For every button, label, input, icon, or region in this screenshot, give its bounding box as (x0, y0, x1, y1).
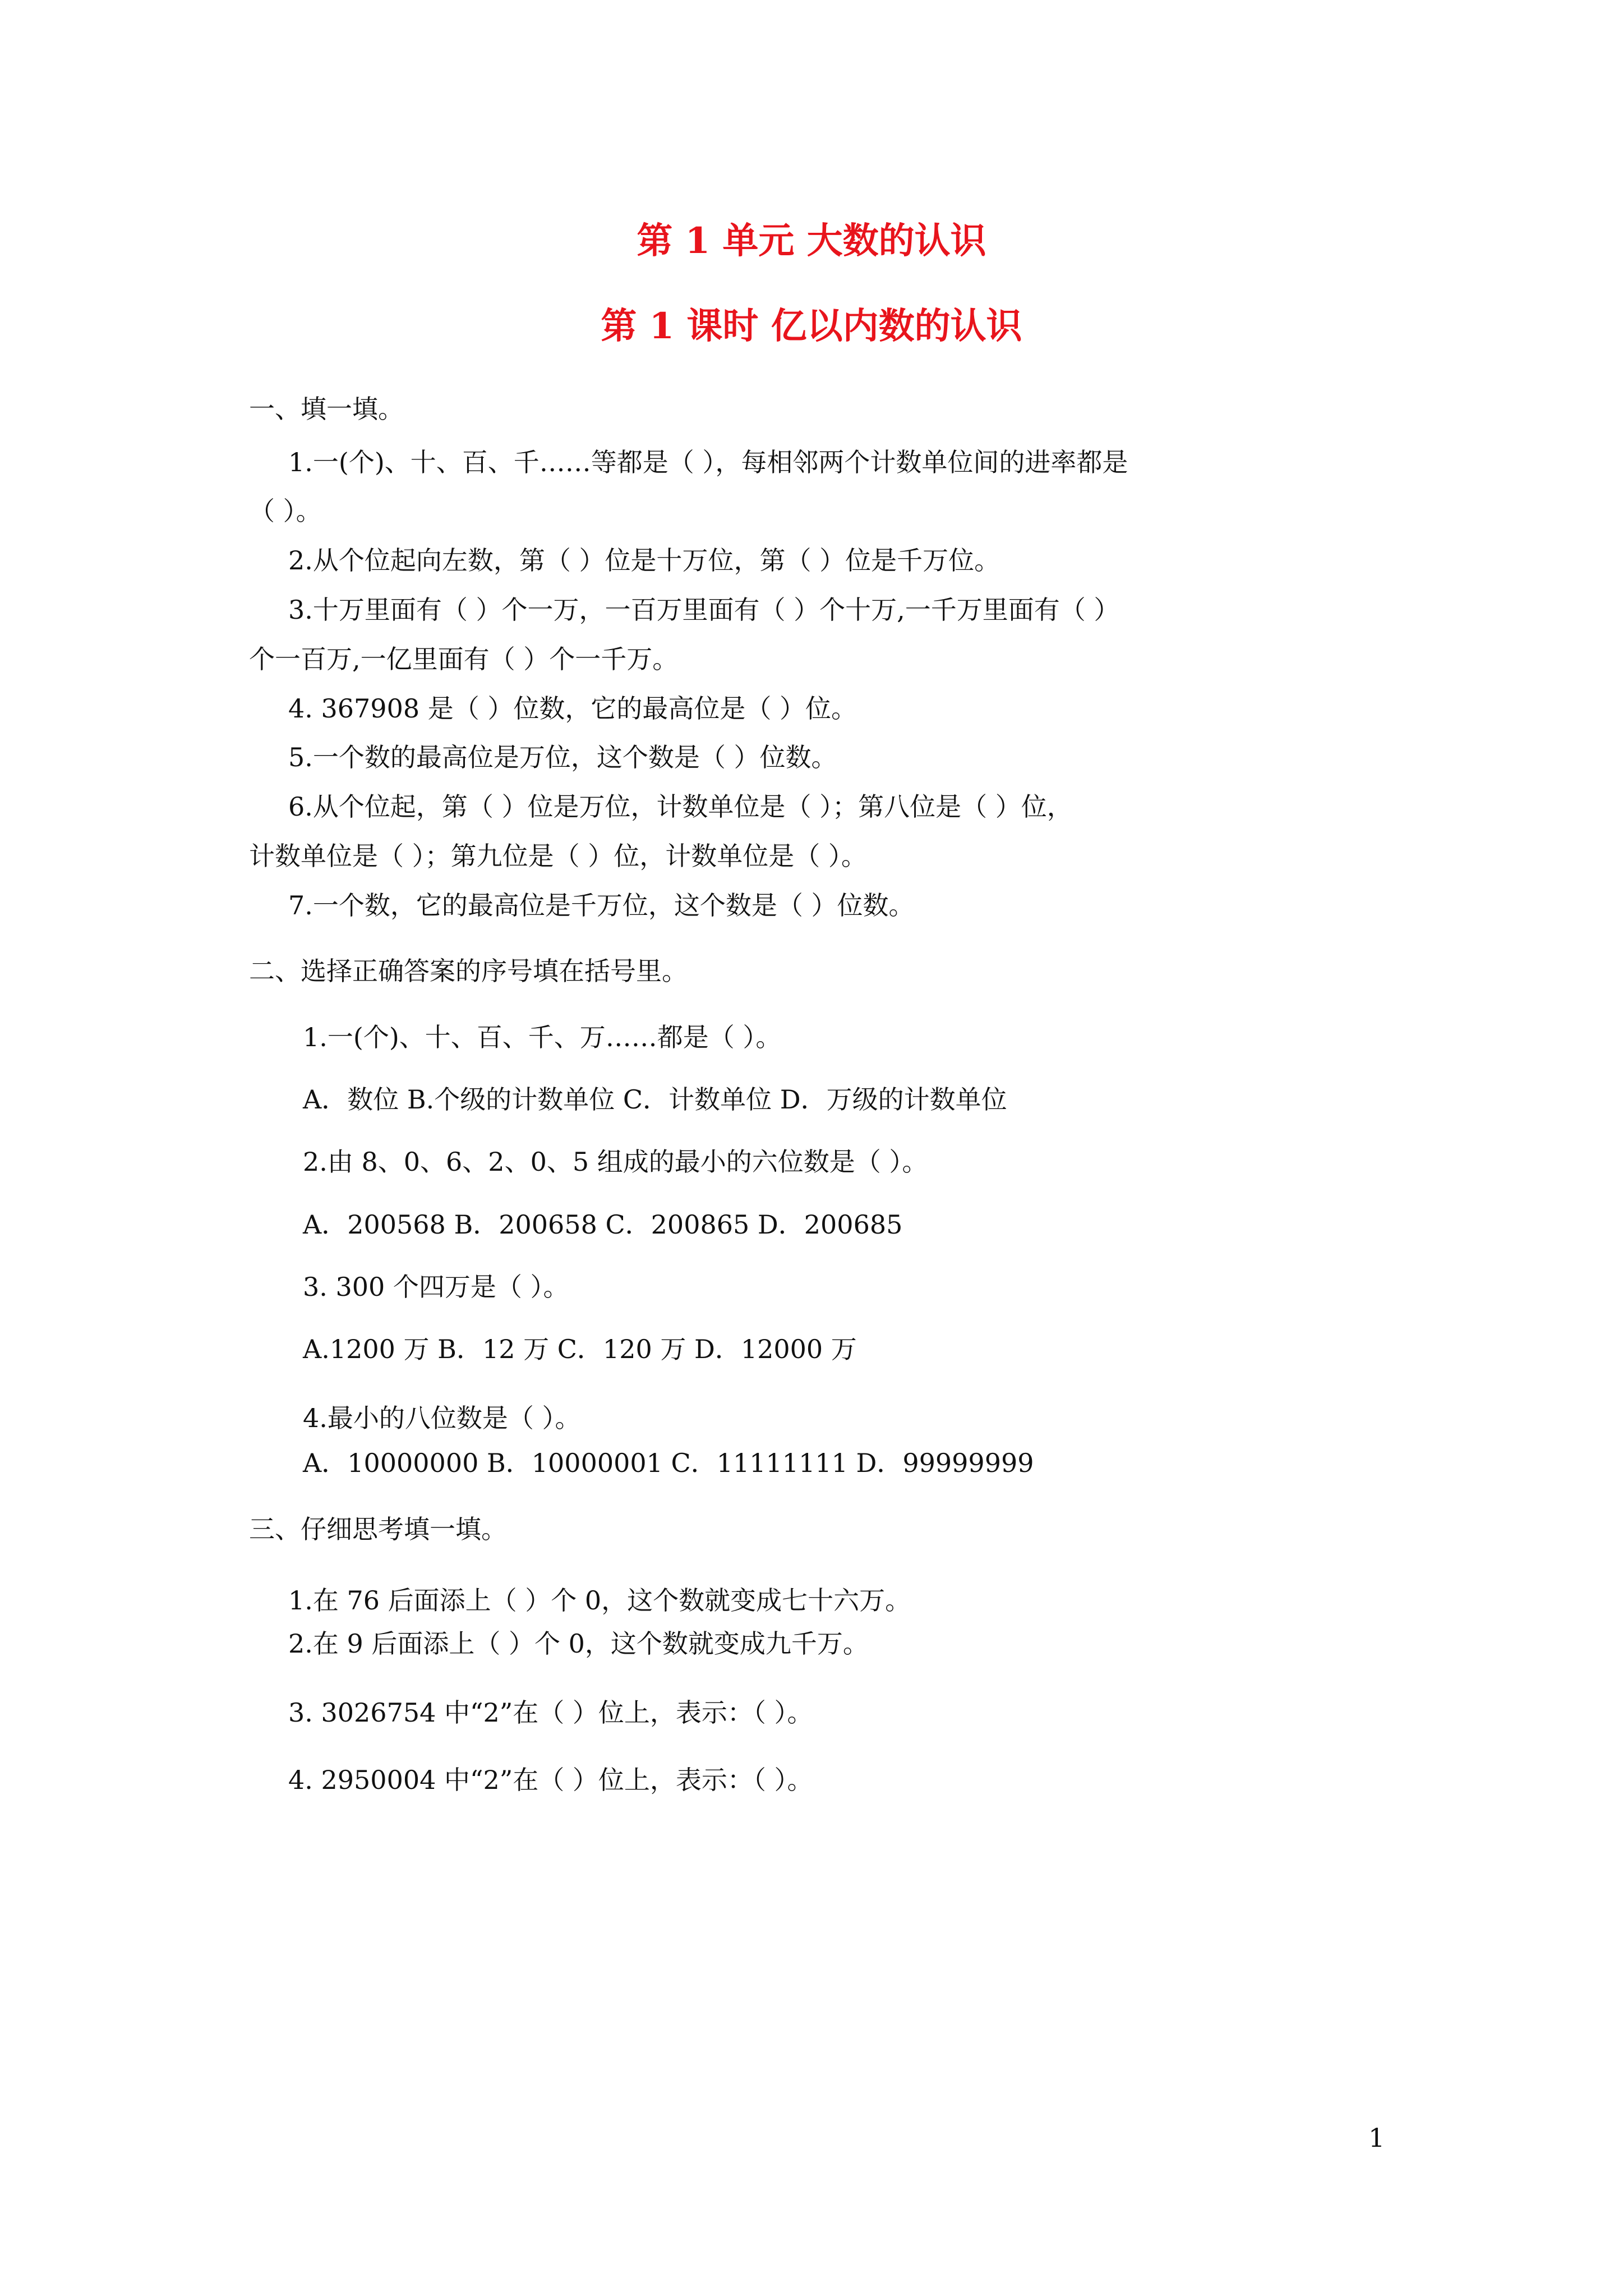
section-1-question-7: 7.一个数，它的最高位是千万位，这个数是（ ）位数。 (288, 890, 915, 921)
section-2-question-1: 1.一(个)、十、百、千、万……都是（ ）。 (303, 1022, 782, 1052)
section-1-question-6: 6.从个位起，第（ ）位是万位，计数单位是（ ）；第八位是（ ）位， (288, 792, 1073, 822)
section-1-question-2: 2.从个位起向左数，第（ ）位是十万位，第（ ）位是千万位。 (288, 545, 1000, 576)
unit-title: 第 1 单元 大数的认识 (637, 220, 986, 262)
section-3-question-3: 3. 3026754 中“2”在（ ）位上，表示：（ ）。 (288, 1697, 813, 1728)
lesson-title: 第 1 课时 亿以内数的认识 (601, 305, 1022, 347)
section-1-question-3-continued: 个一百万,一亿里面有（ ）个一千万。 (249, 644, 679, 674)
section-2-heading: 二、选择正确答案的序号填在括号里。 (249, 956, 688, 986)
section-3-question-4: 4. 2950004 中“2”在（ ）位上，表示：（ ）。 (288, 1765, 813, 1795)
section-1-question-3: 3.十万里面有（ ）个一万，一百万里面有（ ）个十万,一千万里面有（ ） (288, 595, 1120, 625)
section-1-question-1-continued: （ ）。 (249, 496, 322, 526)
section-2-question-2: 2.由 8、0、6、2、0、5 组成的最小的六位数是（ ）。 (303, 1147, 928, 1177)
page-number: 1 (1368, 2123, 1385, 2153)
section-1-question-6-continued: 计数单位是（ ）；第九位是（ ）位，计数单位是（ ）。 (249, 841, 867, 871)
section-3-question-2: 2.在 9 后面添上（ ）个 0，这个数就变成九千万。 (288, 1628, 869, 1659)
section-1-question-1: 1.一(个)、十、百、千……等都是（ ），每相邻两个计数单位间的进率都是 (288, 447, 1128, 477)
section-2-question-3-options: A.1200 万 B．12 万 C．120 万 D．12000 万 (303, 1334, 857, 1364)
section-2-question-2-options: A．200568 B．200658 C．200865 D．200685 (303, 1209, 903, 1240)
section-1-heading: 一、填一填。 (249, 394, 404, 424)
section-3-heading: 三、仔细思考填一填。 (249, 1514, 507, 1544)
section-2-question-3: 3. 300 个四万是（ ）。 (303, 1272, 569, 1302)
section-2-question-4-options: A．10000000 B．10000001 C．11111111 D．99999999 (303, 1448, 1034, 1478)
section-1-question-5: 5.一个数的最高位是万位，这个数是（ ）位数。 (288, 742, 837, 772)
section-2-question-4: 4.最小的八位数是（ ）。 (303, 1403, 581, 1433)
section-2-question-1-options: A．数位 B.个级的计数单位 C．计数单位 D．万级的计数单位 (303, 1084, 1007, 1115)
section-3-question-1: 1.在 76 后面添上（ ）个 0，这个数就变成七十六万。 (288, 1585, 911, 1616)
section-1-question-4: 4. 367908 是（ ）位数，它的最高位是（ ）位。 (288, 693, 857, 724)
